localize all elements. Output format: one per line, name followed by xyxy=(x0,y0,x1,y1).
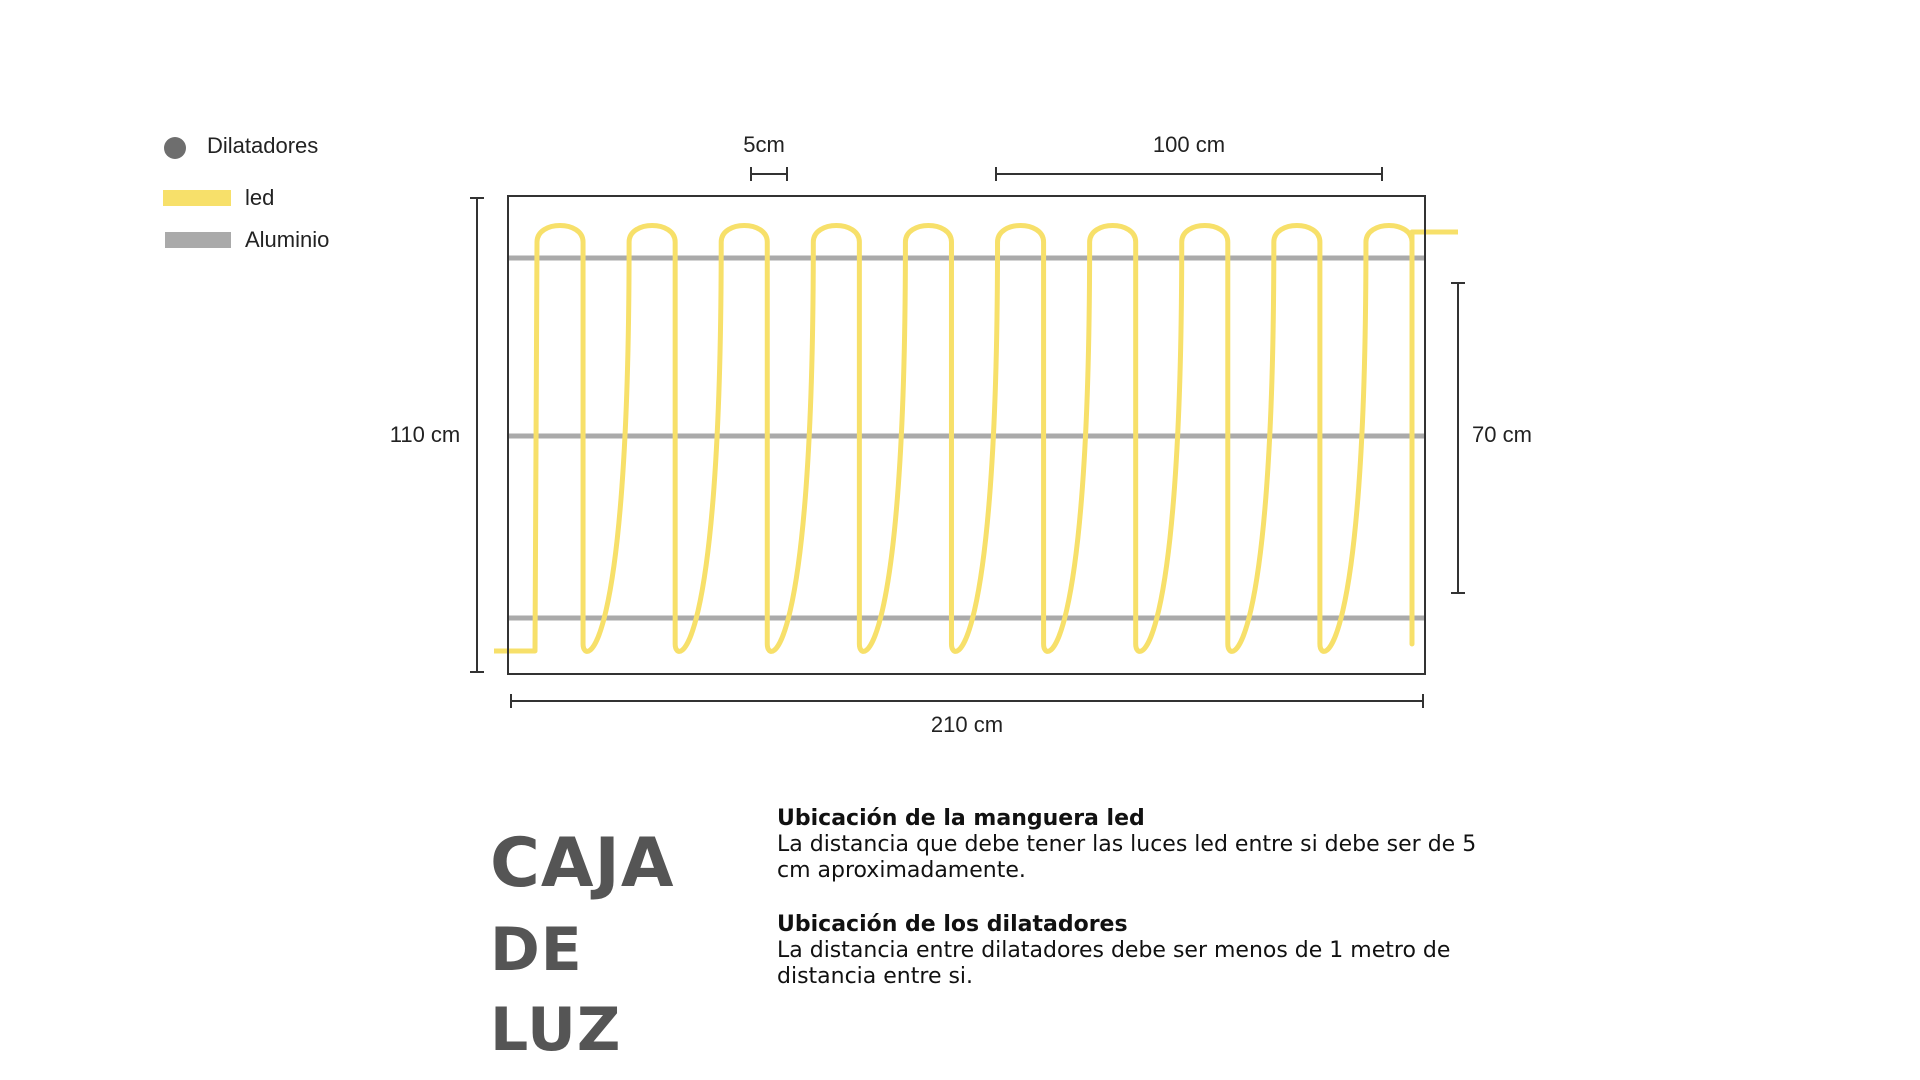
page-title xyxy=(490,822,710,1070)
legend-label-led: led xyxy=(245,185,275,210)
note-dilatadores xyxy=(777,912,1477,990)
note-heading: Ubicación de la manguera led xyxy=(777,806,1145,831)
notes-section xyxy=(777,806,1477,1018)
note-manguera-led xyxy=(777,806,1477,884)
note-heading: Ubicación de los dilatadores xyxy=(777,912,1128,937)
led-swatch-icon xyxy=(163,190,231,206)
dimension-110cm xyxy=(470,198,484,672)
dimension-5cm xyxy=(751,167,787,181)
dimension-100cm-label: 100 cm xyxy=(1152,132,1226,157)
dimension-210cm xyxy=(511,694,1423,708)
dimension-70cm-label: 70 cm xyxy=(1472,422,1532,447)
note-body: La distancia que debe tener las luces led entre si debe ser de 5 cm aproximadamente. xyxy=(777,832,1477,883)
title-line-1: CAJA xyxy=(490,824,675,903)
title-line-2: DE LUZ xyxy=(490,915,622,1065)
legend xyxy=(163,133,329,252)
dimension-70cm xyxy=(1451,283,1465,593)
dimension-210cm-label: 210 cm xyxy=(930,712,1004,737)
legend-label-dilatadores: Dilatadores xyxy=(207,133,319,158)
note-body: La distancia entre dilatadores debe ser menos de 1 metro de distancia entre si. xyxy=(777,938,1451,989)
dimension-100cm xyxy=(996,167,1382,181)
legend-label-aluminio: Aluminio xyxy=(245,227,330,252)
aluminium-bars xyxy=(508,258,1425,618)
aluminio-swatch-icon xyxy=(165,232,231,248)
dilatador-dot-icon xyxy=(164,137,186,159)
dimension-5cm-label: 5cm xyxy=(743,132,785,157)
dimension-110cm-label: 110 cm xyxy=(389,422,461,447)
